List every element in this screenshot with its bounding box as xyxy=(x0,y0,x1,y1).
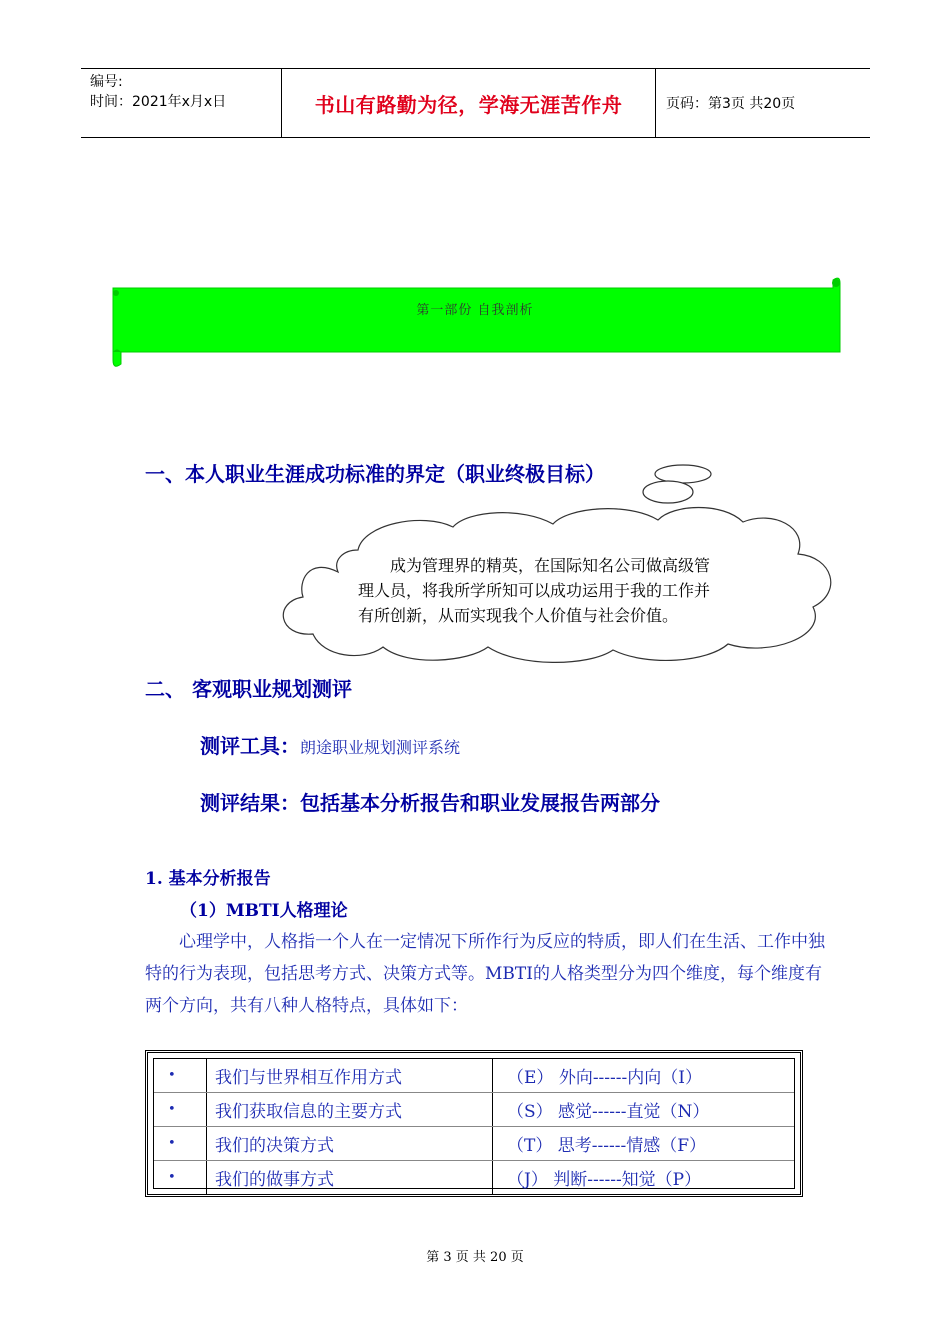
page-footer: 第 3 页 共 20 页 xyxy=(426,1250,524,1265)
header-number-label: 编号: xyxy=(90,74,123,90)
table-row xyxy=(154,1161,794,1194)
mbti-types-cell: （S） 感觉------直觉（N） xyxy=(492,1093,794,1126)
section-banner xyxy=(105,275,845,370)
mbti-table-body xyxy=(153,1058,795,1189)
assessment-tool-label: 测评工具： xyxy=(200,734,300,758)
mbti-types-cell: （E） 外向------内向（I） xyxy=(492,1059,794,1092)
mbti-dimension-cell: 我们获取信息的主要方式 xyxy=(206,1093,492,1126)
mbti-intro-paragraph: 心理学中，人格指一个人在一定情况下所作行为反应的特质，即人们在生活、工作中独特的行为表现，包括思考方式、决策方式等。MBTI的人格类型分为四个维度，每个维度有两个方向，共有八种人格特点，具体如下： xyxy=(145,932,825,1016)
assessment-result-line: 测评结果：包括基本分析报告和职业发展报告两部分 xyxy=(200,791,660,815)
table-row xyxy=(154,1127,794,1161)
header-meta xyxy=(81,69,281,137)
header-time-label: 时间：2021年x月x日 xyxy=(90,94,227,110)
bullet: • xyxy=(168,1136,176,1151)
assessment-tool-value: 朗途职业规划测评系统 xyxy=(300,738,461,757)
section1-title: 一、本人职业生涯成功标准的界定（职业终极目标） xyxy=(145,462,605,486)
banner-title: 第一部份 自我剖析 xyxy=(416,303,534,318)
page-header xyxy=(81,68,870,138)
scroll-banner-shape xyxy=(105,275,845,370)
mbti-types-cell: （J） 判断------知觉（P） xyxy=(492,1161,794,1194)
career-goal-text: 成为管理界的精英，在国际知名公司做高级管理人员，将我所学所知可以成功运用于我的工作并有所创新，从而实现我个人价值与社会价值。 xyxy=(358,556,711,625)
header-page-info: 页码：第3页 共20页 xyxy=(666,96,796,112)
assessment-tool-line xyxy=(200,730,460,759)
mbti-dimension-cell: 我们与世界相互作用方式 xyxy=(206,1059,492,1092)
bullet: • xyxy=(168,1102,176,1117)
report-heading: 1. 基本分析报告 xyxy=(145,869,271,889)
table-row xyxy=(154,1059,794,1093)
report-subheading: （1）MBTI人格理论 xyxy=(180,901,348,921)
mbti-table xyxy=(145,1050,803,1197)
section2-title: 二、 客观职业规划测评 xyxy=(145,677,352,701)
mbti-dimension-cell: 我们的决策方式 xyxy=(206,1127,492,1160)
table-row xyxy=(154,1093,794,1127)
bullet: • xyxy=(168,1068,176,1083)
header-motto: 书山有路勤为径，学海无涯苦作舟 xyxy=(281,69,656,137)
bullet: • xyxy=(168,1170,176,1185)
mbti-dimension-cell: 我们的做事方式 xyxy=(206,1161,492,1194)
mbti-types-cell: （T） 思考------情感（F） xyxy=(492,1127,794,1160)
